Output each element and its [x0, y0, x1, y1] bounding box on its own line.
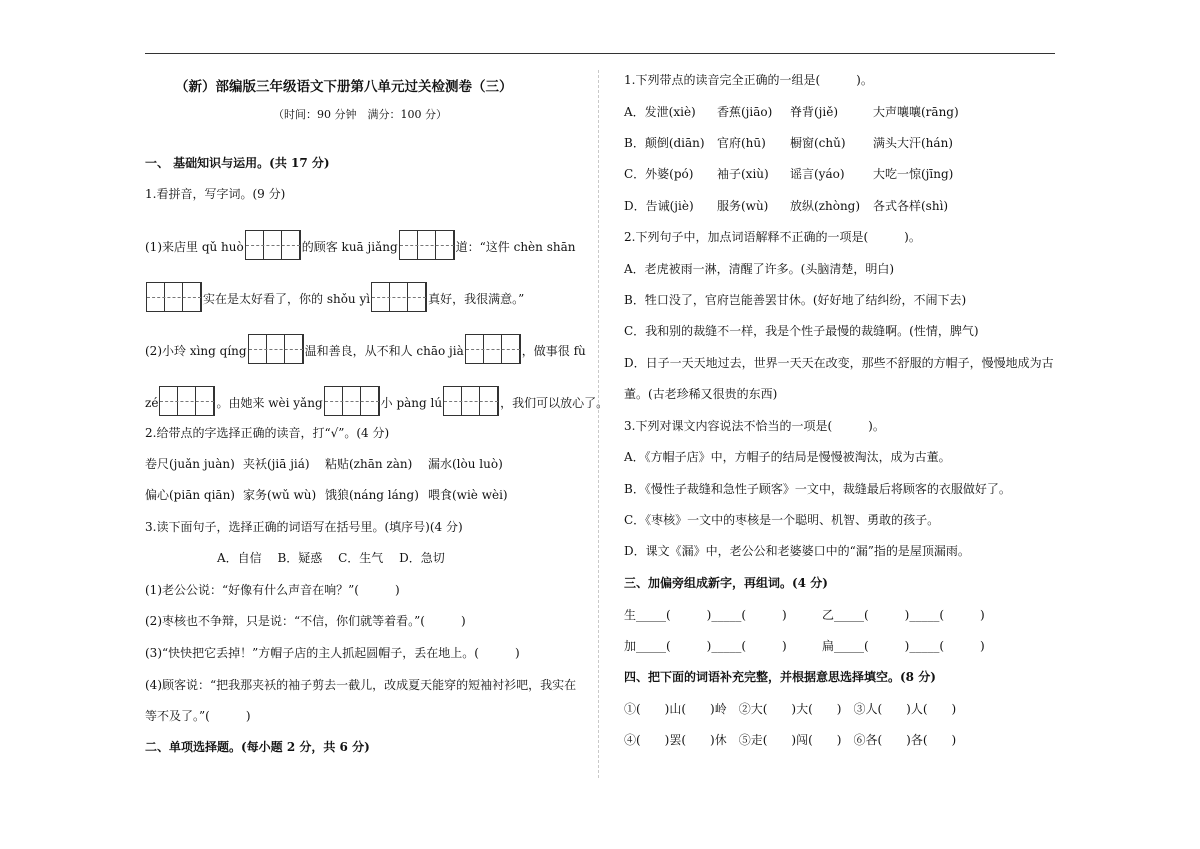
word: 各式各样(shì): [873, 199, 949, 213]
q2-option[interactable]: 喂食(wiè wèi): [428, 488, 508, 502]
q1-text: (2)小玲 xìng qíng: [145, 344, 247, 358]
word: 脊背(jiě): [790, 105, 839, 119]
q3-item-4[interactable]: (4)顾客说：“把我那夹袄的袖子剪去一截儿，改成夏天能穿的短袖衬衫吧，我实在: [145, 678, 577, 692]
q1-text: ，做事很 fù: [521, 344, 586, 358]
mc-q3-option-b[interactable]: B．《慢性子裁缝和急性子顾客》一文中，裁缝最后将顾客的衣服做好了。: [624, 482, 1011, 496]
q1-line-3: [145, 334, 586, 364]
q1-text: 实在是太好看了，你的 shǒu yì: [203, 292, 371, 306]
tianzige-box[interactable]: [371, 282, 427, 312]
sec3-item[interactable]: 生_____( )_____( ): [624, 608, 787, 622]
q2-option[interactable]: 偏心(piān qiān): [145, 488, 235, 502]
q3-prompt: 3.读下面句子，选择正确的词语写在括号里。(填序号)(4 分): [145, 520, 463, 534]
mc-q3-option-d[interactable]: D．课文《漏》中，老公公和老婆婆口中的“漏”指的是屋顶漏雨。: [624, 544, 970, 558]
mc-q2-option-a[interactable]: A．老虎被雨一淋，清醒了许多。(头脑清楚，明白): [624, 262, 895, 276]
section-1-heading: 一、 基础知识与运用。(共 17 分): [145, 156, 330, 170]
word: 大吃一惊(jīng): [873, 167, 954, 181]
sec3-item[interactable]: 乙_____( )_____( ): [822, 608, 985, 622]
word: 服务(wù): [717, 199, 769, 213]
q2-prompt: 2.给带点的字选择正确的读音，打“√”。(4 分): [145, 426, 390, 440]
word: 谣言(yáo): [790, 167, 845, 181]
q1-text: 小 pàng lú: [380, 396, 443, 410]
mc-q3-option-c[interactable]: C．《枣核》一文中的枣核是一个聪明、机智、勇敢的孩子。: [624, 513, 940, 527]
word: 满头大汗(hán): [873, 136, 953, 150]
sec4-row-2[interactable]: ④( )罢( )休 ⑤走( )闯( ) ⑥各( )各( ): [624, 733, 957, 747]
sec3-item[interactable]: 扁_____( )_____( ): [822, 639, 985, 653]
q1-text: (1)来店里 qǔ huò: [145, 240, 244, 254]
q1-text: 。由她来 wèi yǎng: [216, 396, 323, 410]
q2-option[interactable]: 卷尺(juǎn juàn): [145, 457, 235, 471]
tianzige-box[interactable]: [248, 334, 304, 364]
word: 袖子(xiù): [717, 167, 769, 181]
mc-q2-prompt: 2.下列句子中，加点词语解释不正确的一项是( )。: [624, 230, 921, 244]
header-rule: [145, 53, 1055, 54]
mc-q3-prompt: 3.下列对课文内容说法不恰当的一项是( )。: [624, 419, 885, 433]
q3-item-4-cont[interactable]: 等不及了。”( ): [145, 709, 251, 723]
word: B．颠倒(diān): [624, 136, 705, 150]
q2-option[interactable]: 夹袄(jiā jiá): [243, 457, 310, 471]
tianzige-box[interactable]: [159, 386, 215, 416]
sec4-row-1[interactable]: ①( )山( )岭 ②大( )大( ) ③人( )人( ): [624, 702, 957, 716]
mc-q2-option-b[interactable]: B．牲口没了，官府岂能善罢甘休。(好好地了结纠纷，不闹下去): [624, 293, 967, 307]
exam-subtitle: （时间：90 分钟 满分：100 分）: [273, 108, 447, 121]
q2-option[interactable]: 饿狼(náng láng): [325, 488, 419, 502]
section-4-heading: 四、把下面的词语补充完整，并根据意思选择填空。(8 分): [624, 670, 936, 684]
q3-item-3[interactable]: (3)“快快把它丢掉！”方帽子店的主人抓起圆帽子，丢在地上。( ): [145, 646, 520, 660]
q3-item-1[interactable]: (1)老公公说：“好像有什么声音在响？”( ): [145, 583, 400, 597]
word: 香蕉(jiāo): [717, 105, 773, 119]
word: A．发泄(xiè): [624, 105, 696, 119]
q1-line-4: [145, 386, 608, 416]
tianzige-box[interactable]: [399, 230, 455, 260]
mc-q2-option-d[interactable]: D．日子一天天地过去，世界一天天在改变，那些不舒服的方帽子，慢慢地成为古: [624, 356, 1054, 370]
tianzige-box[interactable]: [245, 230, 301, 260]
q1-text: 的顾客 kuā jiǎng: [301, 240, 398, 254]
mc-q2-option-d-cont[interactable]: 董。(古老珍稀又很贵的东西): [624, 387, 778, 401]
tianzige-box[interactable]: [324, 386, 380, 416]
section-2-heading: 二、单项选择题。(每小题 2 分，共 6 分): [145, 740, 370, 754]
q3-item-2[interactable]: (2)枣核也不争辩，只是说：“不信，你们就等着看。”( ): [145, 614, 466, 628]
word: 官府(hū): [717, 136, 766, 150]
column-divider: [598, 70, 599, 778]
q2-option[interactable]: 家务(wǔ wù): [243, 488, 317, 502]
tianzige-box[interactable]: [443, 386, 499, 416]
q1-line-2: [145, 282, 524, 312]
word: C．外婆(pó): [624, 167, 694, 181]
word: 放纵(zhòng): [790, 199, 861, 213]
word: 橱窗(chǔ): [790, 136, 846, 150]
sec3-item[interactable]: 加_____( )_____( ): [624, 639, 787, 653]
mc-q2-option-c[interactable]: C．我和别的裁缝不一样，我是个性子最慢的裁缝啊。(性情，脾气): [624, 324, 979, 338]
mc-q3-option-a[interactable]: A．《方帽子店》中，方帽子的结局是慢慢被淘汰，成为古董。: [624, 450, 951, 464]
mc-q1-prompt: 1.下列带点的读音完全正确的一组是( )。: [624, 73, 873, 87]
tianzige-box[interactable]: [465, 334, 521, 364]
q1-line-1: [145, 230, 575, 260]
q1-text: 温和善良，从不和人 chāo jià: [304, 344, 464, 358]
q1-prompt: 1.看拼音，写字词。(9 分): [145, 187, 286, 201]
q1-text: zé: [145, 396, 159, 410]
tianzige-box[interactable]: [146, 282, 202, 312]
q1-text: ，我们可以放心了。: [500, 396, 609, 410]
q3-options: A．自信 B．疑惑 C．生气 D．急切: [217, 551, 445, 565]
word: D．告诫(jiè): [624, 199, 694, 213]
q2-option[interactable]: 粘贴(zhān zàn): [325, 457, 413, 471]
section-3-heading: 三、加偏旁组成新字，再组词。(4 分): [624, 576, 828, 590]
q1-text: 真好，我很满意。”: [428, 292, 525, 306]
word: 大声嚷嚷(rāng): [873, 105, 959, 119]
exam-title: （新）部编版三年级语文下册第八单元过关检测卷（三）: [175, 79, 513, 95]
q2-option[interactable]: 漏水(lòu luò): [428, 457, 503, 471]
q1-text: 道：“这件 chèn shān: [455, 240, 576, 254]
